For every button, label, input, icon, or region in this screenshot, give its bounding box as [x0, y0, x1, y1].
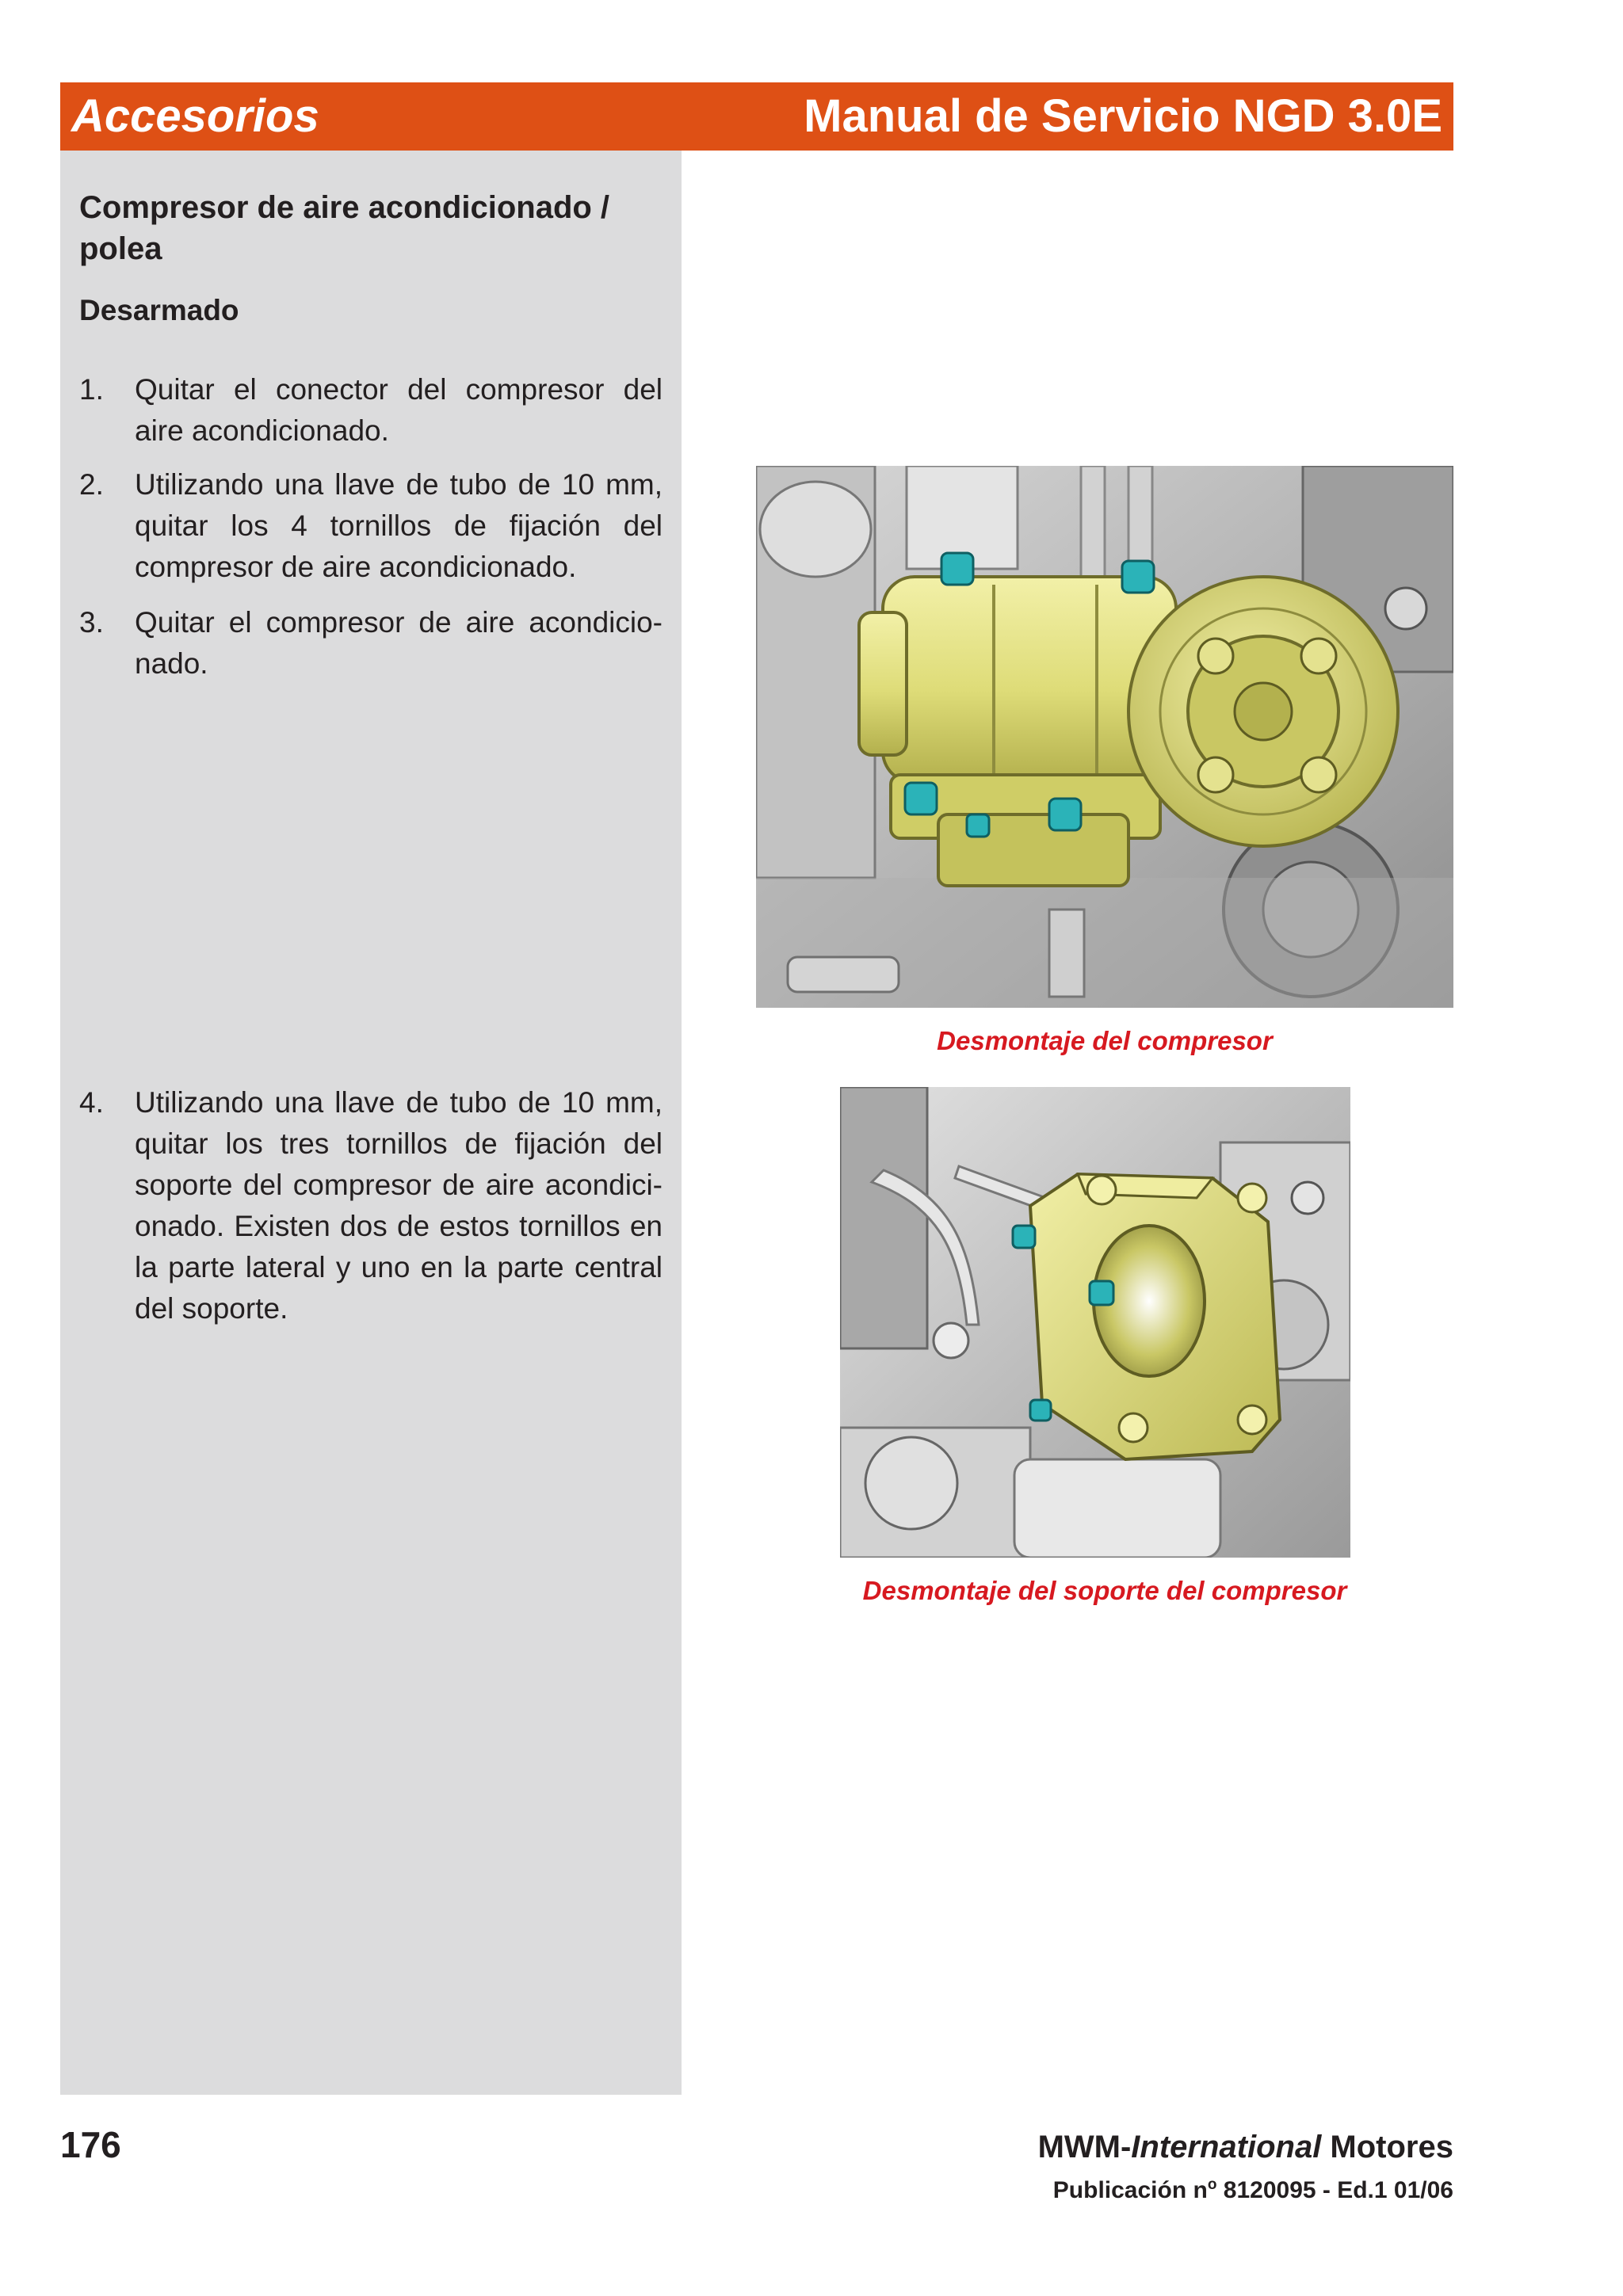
figure-caption: Desmontaje del compresor	[937, 1026, 1273, 1055]
step-number: 3.	[79, 606, 104, 639]
page-number: 176	[60, 2124, 121, 2165]
step-text: Utilizando una llave de tubo de 10 mm, quitar los 4 tornillos de fijación del compresor de aire acondicionado.	[135, 468, 663, 583]
step-text: Quitar el compresor de aire acondicio-nado.	[135, 606, 663, 680]
step-number: 4.	[79, 1086, 104, 1119]
step-1	[79, 369, 663, 452]
step-text: Quitar el conector del compresor del aire acondicionado.	[135, 373, 663, 447]
step-4	[79, 1082, 663, 1329]
step-text: Utilizando una llave de tubo de 10 mm, quitar los tres tornillos de fijación del soporte del compresor de aire acondici-onado. Existen dos de estos tornillos en la parte lateral y uno en la parte central del soporte.	[135, 1086, 663, 1325]
header-bar	[60, 82, 1453, 151]
publisher-prefix: MWM-	[1037, 2130, 1132, 2164]
section-title: Accesorios	[71, 90, 319, 142]
publication-suffix: 8120095 - Ed.1 01/06	[1216, 2177, 1453, 2203]
procedure-title: Compresor de aire acondicionado / polea	[79, 190, 610, 266]
publication-prefix: Publicación n	[1052, 2177, 1208, 2203]
publication-superscript: o	[1207, 2176, 1217, 2193]
step-2	[79, 464, 663, 588]
step-number: 1.	[79, 373, 104, 406]
compressor-removal-image	[756, 466, 1453, 1008]
publisher-name	[1038, 2131, 1453, 2163]
compressor-bracket-image	[840, 1087, 1350, 1558]
manual-title: Manual de Servicio NGD 3.0E	[804, 90, 1442, 142]
procedure-subtitle: Desarmado	[79, 294, 239, 326]
publisher-italic: International	[1131, 2130, 1322, 2164]
step-3	[79, 602, 663, 685]
figure-caption: Desmontaje del soporte del compresor	[862, 1576, 1347, 1605]
step-number: 2.	[79, 468, 104, 501]
publisher-suffix: Motores	[1321, 2130, 1453, 2164]
publication-info	[1053, 2177, 1453, 2203]
